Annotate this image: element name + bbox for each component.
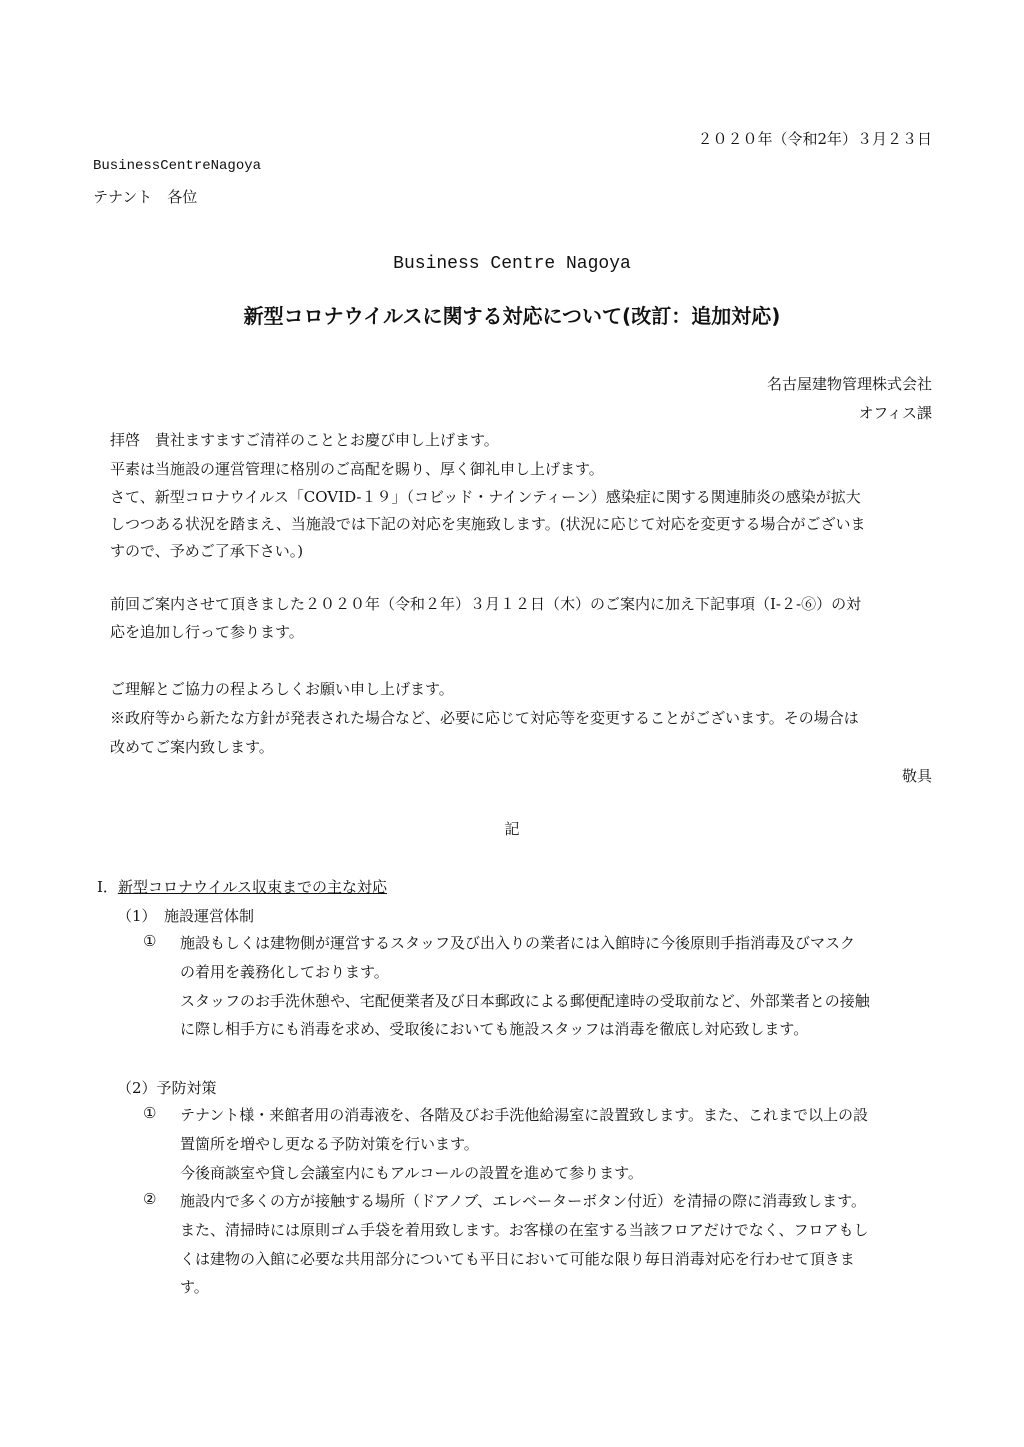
recipient-organization: BusinessCentreNagoya (93, 158, 262, 174)
item-marker: ② (143, 1190, 157, 1208)
recipient: テナント 各位 (93, 188, 198, 206)
item-line: くは建物の入館に必要な共用部分についても平日において可能な限り毎日消毒対応を行わせて頂きま (180, 1250, 855, 1268)
body-line: すので、予めご了承下さい。) (110, 542, 304, 560)
body-line: 改めてご案内致します。 (110, 738, 274, 756)
body-line: ご理解とご協力の程よろしくお願い申し上げます。 (110, 680, 454, 698)
item-line: スタッフのお手洗休憩や、宅配便業者及び日本郵政による郵便配達時の受取前など、外部業者との接触 (180, 992, 870, 1010)
item-line: す。 (180, 1278, 209, 1296)
item-line: 施設もしくは建物側が運営するスタッフ及び出入りの業者には入館時に今後原則手指消毒及びマスク (180, 934, 856, 952)
subsection-label: （2）予防対策 (117, 1079, 217, 1097)
body-line: しつつある状況を踏まえ、当施設では下記の対応を実施致します。(状況に応じて対応を変更する場合がございま (110, 515, 866, 533)
closing-keigu: 敬具 (901, 767, 932, 785)
section-title: 新型コロナウイルス収束までの主な対応 (117, 878, 388, 896)
item-line: テナント様・来館者用の消毒液を、各階及びお手洗他給湯室に設置致します。また、これまで以上の設 (180, 1106, 869, 1124)
subsection-label: （1） 施設運営体制 (117, 907, 255, 925)
sender-company: 名古屋建物管理株式会社 (766, 375, 932, 393)
item-line: また、清掃時には原則ゴム手袋を着用致します。お客様の在室する当該フロアだけでなく、フロアもし (180, 1221, 869, 1239)
item-line: 施設内で多くの方が接触する場所（ドアノブ、エレベーターボタン付近）を清掃の際に消毒致します。 (180, 1192, 866, 1210)
item-line: に際し相手方にも消毒を求め、受取後においても施設スタッフは消毒を徹底し対応致します。 (180, 1020, 809, 1038)
body-line: 応を追加し行って参ります。 (110, 623, 304, 641)
item-line: 置箇所を増やし更なる予防対策を行います。 (180, 1135, 479, 1153)
body-line: 前回ご案内させて頂きました２０２０年（令和２年）３月１２日（木）のご案内に加え下記事項（Ⅰ-２-⑥）の対 (110, 595, 862, 613)
item-marker: ① (143, 1104, 157, 1122)
item-marker: ① (143, 932, 157, 950)
ki-marker: 記 (504, 820, 520, 838)
item-line: 今後商談室や貸し会議室内にもアルコールの設置を進めて参ります。 (180, 1164, 643, 1182)
body-line: 拝啓 貴社ますますご清祥のこととお慶び申し上げます。 (110, 431, 499, 449)
section-heading (97, 876, 387, 897)
sender-department: オフィス課 (858, 404, 932, 422)
title-english: Business Centre Nagoya (393, 254, 631, 274)
body-line: 平素は当施設の運営管理に格別のご高配を賜り、厚く御礼申し上げます。 (110, 460, 604, 478)
body-line: ※政府等から新たな方針が発表された場合など、必要に応じて対応等を変更することがございます。その場合は (110, 709, 859, 727)
item-line: の着用を義務化しております。 (180, 963, 389, 981)
section-number: Ⅰ． (97, 878, 118, 896)
body-line: さて、新型コロナウイルス「COVID-１９」（コビッド・ナインティーン）感染症に関する関連肺炎の感染が拡大 (110, 488, 861, 506)
document-date: ２０２０年（令和2年）３月２３日 (697, 130, 932, 148)
title-japanese: 新型コロナウイルスに関する対応について(改訂：追加対応) (243, 304, 781, 328)
